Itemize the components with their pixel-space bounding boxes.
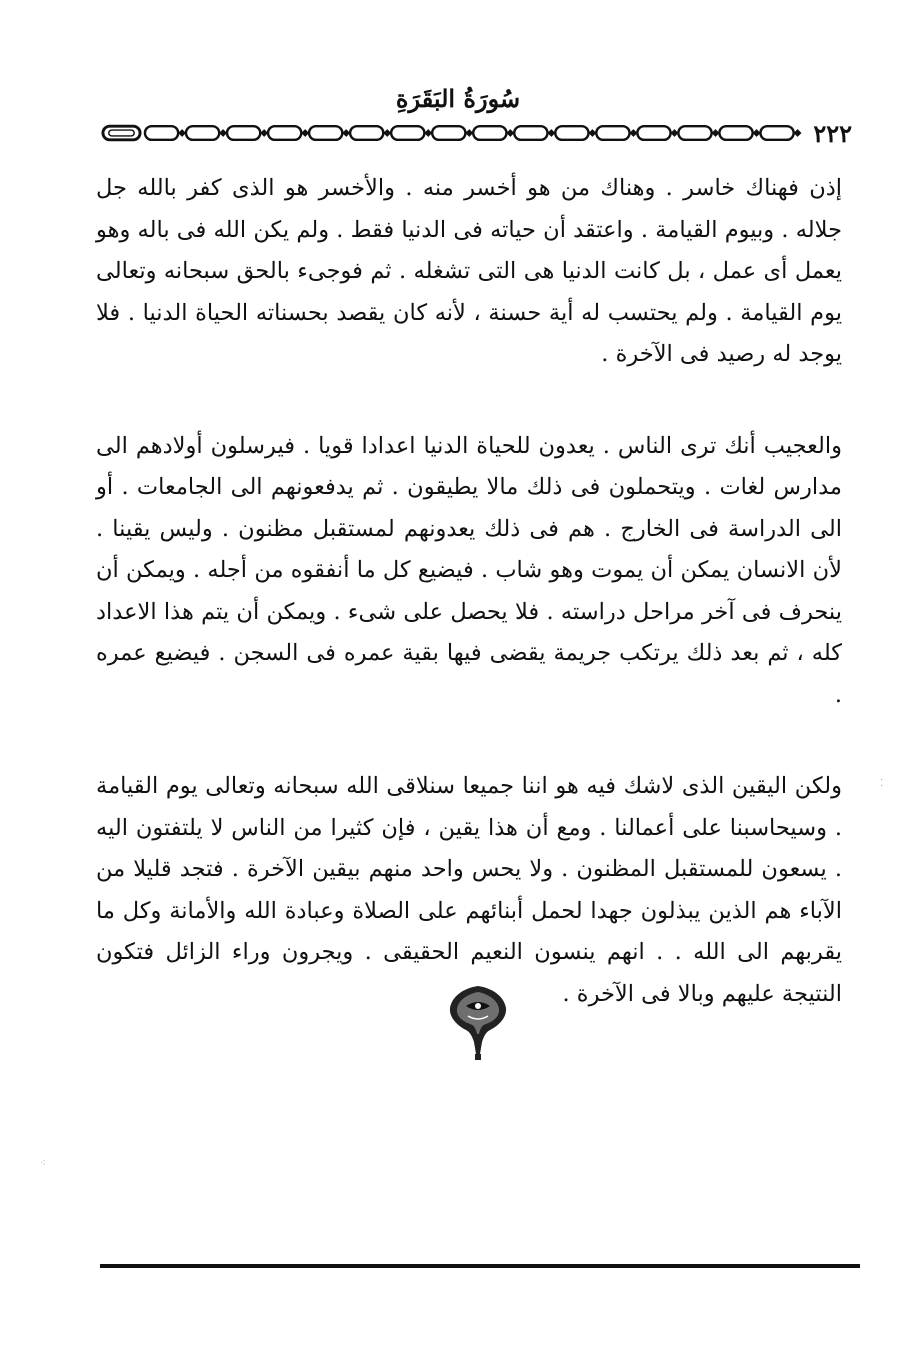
page-number: ٢٢٢: [813, 118, 852, 148]
paragraph-2: والعجيب أنك ترى الناس . يعدون للحياة الدنيا اعدادا قويا . فيرسلون أولادهم الى مدارس لغات . ويتحملون فى ذلك مالا يطيقون . ثم يدفعونهم الى الجامعات . أو الى الدراسة فى الخارج . هم فى ذلك يعدونهم لمستقبل مظنون . وليس يقينا . لأن الانسان يمكن أن يموت وهو شاب . فيضيع كل ما أنفقوه من أجله . ويمكن أن ينحرف فى آخر مراحل دراسته . فلا يحصل على شىء . ويمكن أن يتم هذا الاعداد كله ، ثم بعد ذلك يرتكب جريمة يقضى فيها بقية عمره فى السجن . فيضيع عمره .: [96, 432, 842, 708]
chain-link: [760, 126, 793, 140]
chain-link: [227, 126, 260, 140]
body-text: [96, 168, 842, 1065]
chain-link: [637, 126, 670, 140]
chain-diamond: [794, 129, 802, 137]
chain-link: [186, 126, 219, 140]
end-cap-ornament: [100, 119, 143, 147]
chain-link: [432, 126, 465, 140]
chain-link: [268, 126, 301, 140]
header-band: [100, 118, 858, 148]
chain-border-ornament: [143, 119, 807, 147]
margin-speck: ⁚: [880, 778, 884, 789]
paragraph-1: إذن فهناك خاسر . وهناك من هو أخسر منه . والأخسر هو الذى كفر بالله جل جلاله . وبيوم القيامة . واعتقد أن حياته فى الدنيا فقط . ولم يكن الله فى باله وهو يعمل أى عمل ، بل كانت الدنيا هى التى تشغله . ثم فوجىء بالحق سبحانه وتعالى يوم القيامة . ولم يحتسب له أية حسنة ، لأنه كان يقصد بحسناته الحياة الدنيا . فلا يوجد له رصيد فى الآخرة .: [96, 175, 842, 367]
chain-link: [514, 126, 547, 140]
surah-title: سُورَةُ البَقَرَةِ: [395, 84, 521, 113]
chain-link: [473, 126, 506, 140]
chain-link: [350, 126, 383, 140]
bottom-rule: [100, 1264, 860, 1268]
chain-link: [678, 126, 711, 140]
chain-link: [596, 126, 629, 140]
margin-speck: ⁖: [40, 1158, 46, 1169]
chapter-end-ornament-icon: [446, 982, 510, 1060]
chain-link: [719, 126, 752, 140]
paragraph-3: ولكن اليقين الذى لاشك فيه هو اننا جميعا سنلاقى الله سبحانه وتعالى يوم القيامة . وسيحاسبنا على أعمالنا . ومع أن هذا يقين ، فإن كثيرا من الناس لا يلتفتون اليه . يسعون للمستقبل المظنون . ولا يحس واحد منهم بيقين الآخرة . فتجد قليلا من الآباء هم الذين يبذلون جهدا لحمل أبنائهم على الصلاة وعبادة الله والأمانة وكل ما يقربهم الى الله . . انهم ينسون النعيم الحقيقى . ويجرون وراء الزائل فتكون النتيجة عليهم وبالا فى الآخرة .: [96, 773, 842, 1007]
chain-link: [555, 126, 588, 140]
chain-link: [391, 126, 424, 140]
chain-link: [309, 126, 342, 140]
chain-link: [145, 126, 178, 140]
